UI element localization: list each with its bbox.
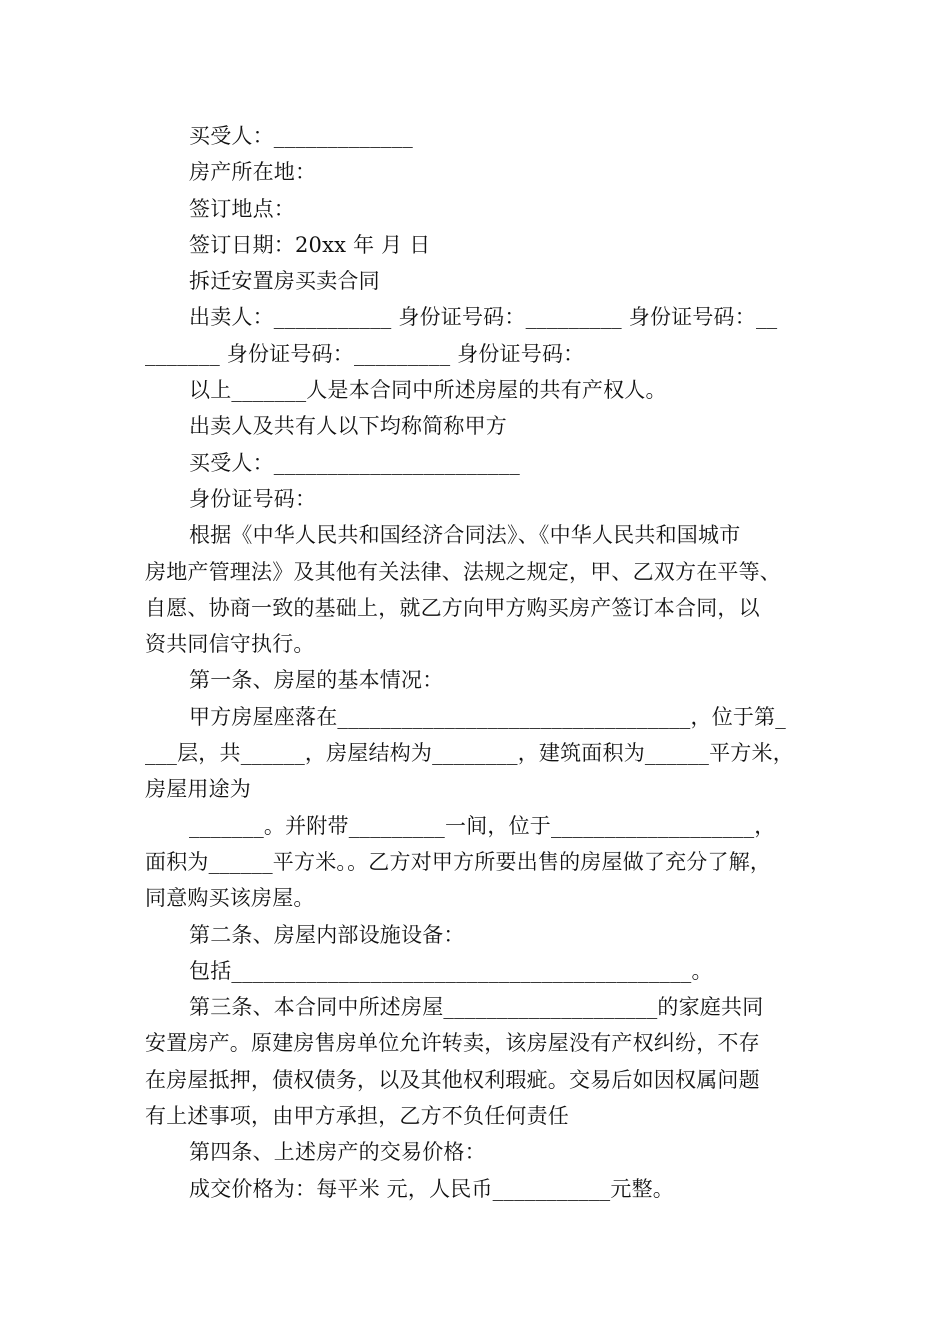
document-line: 资共同信守执行。 — [145, 632, 315, 657]
document-line: 签订日期：20xx 年 月 日 — [189, 232, 431, 257]
document-line: 出卖人：___________ 身份证号码：_________ 身份证号码：__ — [189, 305, 778, 330]
document-line: 买受人：_____________ — [189, 124, 413, 148]
document-line: 拆迁安置房买卖合同 — [189, 269, 380, 294]
document-line: 房地产管理法》及其他有关法律、法规之规定，甲、乙双方在平等、 — [145, 559, 781, 584]
document-line: 第二条、房屋内部设施设备： — [189, 922, 465, 947]
document-line: 第三条、本合同中所述房屋____________________的家庭共同 — [189, 995, 764, 1020]
document-line: 买受人：_______________________ — [189, 450, 520, 475]
document-line: _______。并附带_________一间，位于___________________， — [189, 813, 776, 838]
document-line: 签订地点： — [189, 196, 295, 221]
document-line: 第一条、房屋的基本情况： — [189, 668, 444, 693]
document-line: 甲方房屋座落在_________________________________，位于第_ — [189, 704, 786, 729]
document-line: _______ 身份证号码：_________ 身份证号码： — [145, 341, 585, 366]
document-line: 成交价格为：每平米 元，人民币___________元整。 — [189, 1176, 674, 1201]
document-line: 出卖人及共有人以下均称简称甲方 — [189, 414, 507, 439]
document-line: 以上_______人是本合同中所述房屋的共有产权人。 — [189, 378, 667, 403]
document-line: 包括___________________________________________。 — [189, 958, 713, 983]
document-line: 有上述事项，由甲方承担，乙方不负任何责任 — [145, 1104, 569, 1129]
document-line: 第四条、上述房产的交易价格： — [189, 1140, 486, 1165]
document-line: 身份证号码： — [189, 486, 317, 511]
document-line: 自愿、协商一致的基础上，就乙方向甲方购买房产签订本合同，以 — [145, 595, 760, 620]
document-line: 在房屋抵押，债权债务，以及其他权利瑕疵。交易后如因权属问题 — [145, 1067, 760, 1092]
document-line: 安置房产。原建房售房单位允许转卖，该房屋没有产权纠纷，不存 — [145, 1031, 760, 1056]
document-line: 同意购买该房屋。 — [145, 886, 315, 911]
document-line: 面积为______平方米。。乙方对甲方所要出售的房屋做了充分了解， — [145, 849, 772, 874]
document-line: 房产所在地： — [189, 160, 317, 185]
document-line: 根据《中华人民共和国经济合同法》、《中华人民共和国城市 — [189, 523, 741, 548]
document-line: ___层，共______，房屋结构为________，建筑面积为______平方米， — [145, 741, 794, 766]
document-line: 房屋用途为 — [145, 777, 251, 802]
document-body — [145, 118, 813, 1207]
